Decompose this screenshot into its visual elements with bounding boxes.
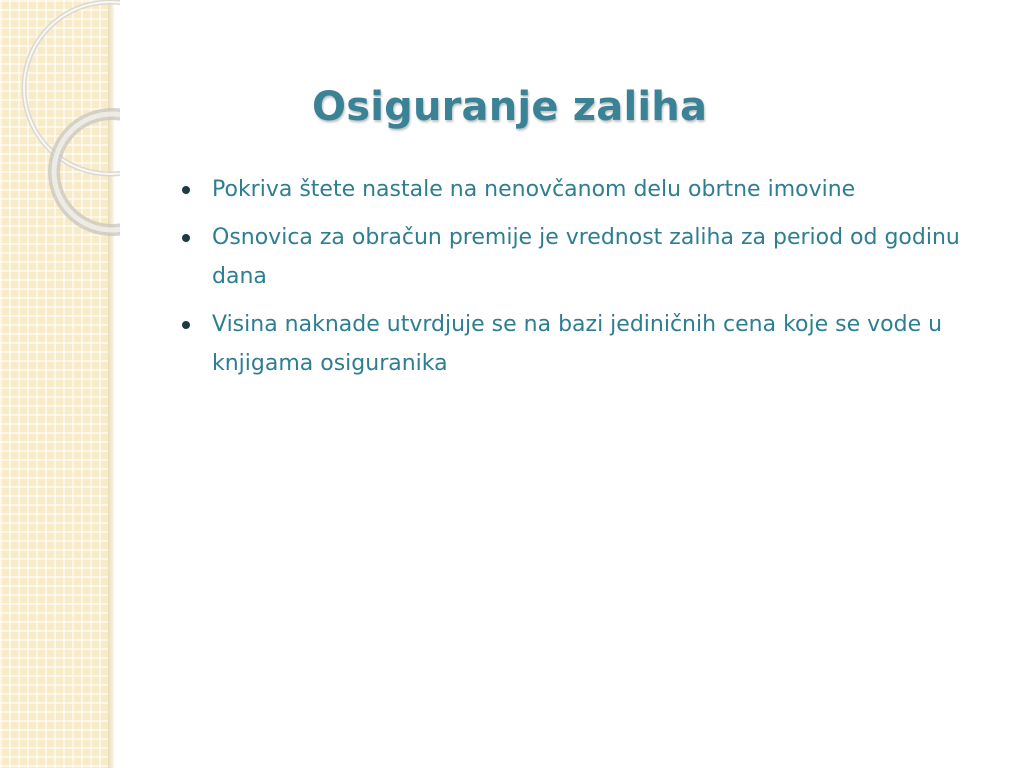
bullet-item (182, 305, 992, 383)
bullet-dot-icon (182, 186, 190, 194)
decorative-rings (0, 0, 120, 260)
bullet-list (182, 170, 992, 392)
bullet-text: Visina naknade utvrdjuje se na bazi jediničnih cena koje se vode u knjigama osiguranika (212, 312, 943, 376)
slide-title: Osiguranje zaliha (312, 84, 708, 130)
bullet-dot-icon (182, 234, 190, 242)
bullet-item (182, 218, 992, 296)
bullet-text: Pokriva štete nastale na nenovčanom delu obrtne imovine (212, 177, 856, 202)
bullet-dot-icon (182, 321, 190, 329)
bullet-item (182, 170, 992, 209)
ring-large-highlight (24, 2, 120, 174)
bullet-text: Osnovica za obračun premije je vrednost zaliha za period od godinu dana (212, 225, 960, 289)
ring-large (24, 2, 120, 174)
